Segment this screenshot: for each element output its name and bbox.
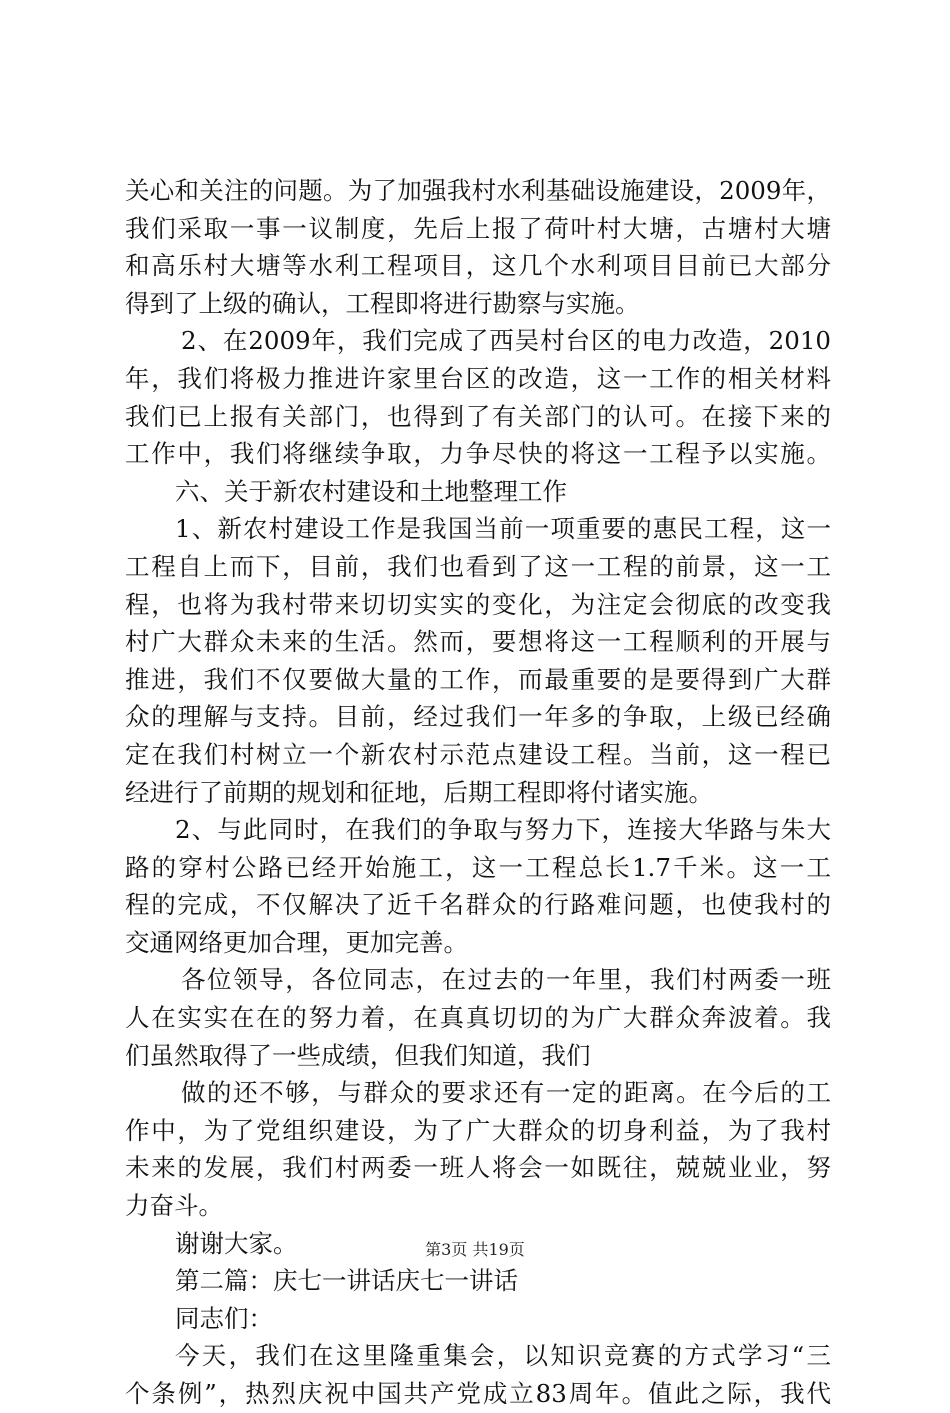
text-line: 得到了上级的确认，工程即将进行勘察与实施。 bbox=[125, 288, 640, 318]
text-line: 程的完成，不仅解决了近千名群众的行路难问题，也使我村的 bbox=[125, 890, 831, 920]
text-line: 第二篇：庆七一讲话庆七一讲话 bbox=[175, 1266, 518, 1296]
text-line: 同志们： bbox=[175, 1303, 273, 1333]
text-line: 未来的发展，我们村两委一班人将会一如既往，兢兢业业，努 bbox=[125, 1153, 831, 1183]
text-line: 村广大群众未来的生活。然而，要想将这一工程顺利的开展与 bbox=[125, 627, 831, 657]
text-line: 我们已上报有关部门，也得到了有关部门的认可。在接下来的 bbox=[125, 401, 831, 431]
text-line: 关心和关注的问题。为了加强我村水利基础设施建设，2009年， bbox=[125, 176, 831, 205]
text-line: 今天，我们在这里隆重集会，以知识竞赛的方式学习“三 bbox=[175, 1341, 831, 1371]
text-line: 和高乐村大塘等水利工程项目，这几个水利项目目前已大部分 bbox=[125, 251, 831, 281]
text-line: 工作中，我们将继续争取，力争尽快的将这一工程予以实施。 bbox=[125, 439, 831, 469]
text-line: 六、关于新农村建设和土地整理工作 bbox=[175, 476, 567, 506]
page-footer: 第3页 共19页 bbox=[425, 1240, 525, 1259]
text-line: 2、与此同时，在我们的争取与努力下，连接大华路与朱大 bbox=[175, 815, 831, 845]
text-line: 年，我们将极力推进许家里台区的改造，这一工作的相关材料 bbox=[125, 363, 831, 393]
text-line: 推进，我们不仅要做大量的工作，而最重要的是要得到广大群 bbox=[125, 664, 831, 694]
text-line: 各位领导，各位同志，在过去的一年里，我们村两委一班 bbox=[181, 965, 831, 995]
text-line: 1、新农村建设工作是我国当前一项重要的惠民工程，这一 bbox=[175, 514, 831, 544]
text-line: 工程自上而下，目前，我们也看到了这一工程的前景，这一工 bbox=[125, 551, 831, 581]
text-line: 2、在2009年，我们完成了西吴村台区的电力改造，2010 bbox=[181, 326, 831, 356]
text-line: 程，也将为我村带来切切实实的变化，为注定会彻底的改变我 bbox=[125, 589, 831, 619]
text-line: 个条例”，热烈庆祝中国共产党成立83周年。值此之际，我代 bbox=[125, 1379, 831, 1408]
text-line: 们虽然取得了一些成绩，但我们知道，我们 bbox=[125, 1040, 591, 1070]
text-line: 谢谢大家。 bbox=[175, 1228, 298, 1258]
document-body bbox=[125, 172, 831, 1413]
text-line: 作中，为了党组织建设，为了广大群众的切身利益，为了我村 bbox=[125, 1115, 831, 1145]
text-line: 力奋斗。 bbox=[125, 1191, 223, 1221]
text-line: 人在实实在在的努力着，在真真切切的为广大群众奔波着。我 bbox=[125, 1003, 831, 1033]
text-line: 我们采取一事一议制度，先后上报了荷叶村大塘，古塘村大塘 bbox=[125, 213, 831, 243]
text-line: 众的理解与支持。目前，经过我们一年多的争取，上级已经确 bbox=[125, 702, 831, 732]
text-line: 做的还不够，与群众的要求还有一定的距离。在今后的工 bbox=[181, 1078, 831, 1108]
text-line: 路的穿村公路已经开始施工，这一工程总长1.7千米。这一工 bbox=[125, 852, 831, 882]
text-line: 定在我们村树立一个新农村示范点建设工程。当前，这一程已 bbox=[125, 739, 831, 769]
text-line: 交通网络更加合理，更加完善。 bbox=[125, 927, 468, 957]
text-line: 经进行了前期的规划和征地，后期工程即将付诸实施。 bbox=[125, 777, 713, 807]
